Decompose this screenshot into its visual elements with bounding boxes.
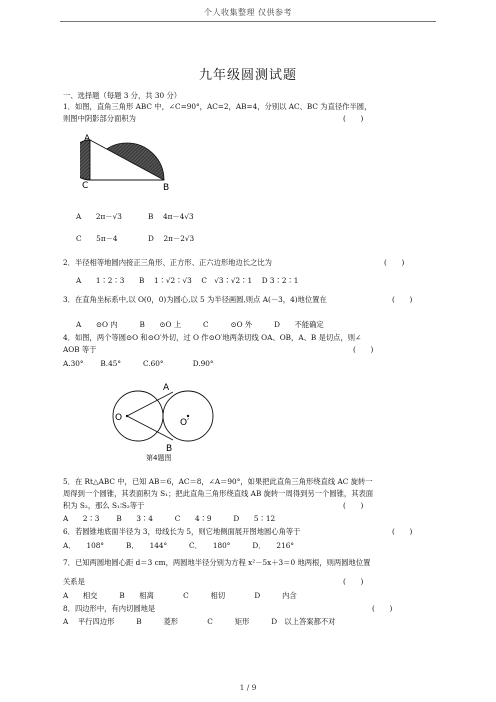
q4-label-o: O xyxy=(115,413,123,423)
q4-answer-paren: ( ) xyxy=(353,345,374,354)
q4-line2: AOB 等于 xyxy=(63,345,97,354)
q1-option-d: D 2π－2√3 xyxy=(148,234,195,243)
q1-answer-paren: ( ) xyxy=(343,114,364,123)
q4-label-o-prime: O′ xyxy=(180,418,190,428)
q5-options: A 2∶3 B 3∶4 C 4∶9 D 5∶12 xyxy=(63,514,276,523)
q5-line3: 积为 S₂，那么 S₁∶S₂等于 xyxy=(63,501,145,510)
q4-label-b: B xyxy=(166,444,173,452)
q8-options: A 平行四边形 B 菱形 C 矩形 D 以上答案都不对 xyxy=(63,617,336,626)
page-header: 个人收集整理 仅供参考 xyxy=(203,8,293,17)
q2-answer-paren: ( ) xyxy=(384,258,405,267)
q1-option-c: C 5π－4 xyxy=(76,234,118,243)
q1-label-b: B xyxy=(163,183,170,193)
q4-label-a: A xyxy=(163,383,170,393)
q3-answer-paren: ( ) xyxy=(392,295,413,304)
semicircle-ac xyxy=(80,140,90,180)
q7-options: A 相交 B 相离 C 相切 D 内含 xyxy=(63,591,297,600)
q1-label-a: A xyxy=(84,134,91,144)
q1-option-b: B 4π－4√3 xyxy=(148,212,194,221)
q6-answer-paren: ( ) xyxy=(392,527,413,536)
q1-figure xyxy=(80,134,180,198)
q7-line2: 关系是 xyxy=(63,577,85,586)
q4-figure xyxy=(110,380,240,452)
q5-answer-paren: ( ) xyxy=(343,501,364,510)
q8-text: 8．四边形中，有内切圆地是 xyxy=(63,604,156,613)
q5-line1: 5．在 Rt△ABC 中，已知 AB＝6，AC＝8，∠A＝90°，如果把此直角三角形绕直线 AC 旋转一 xyxy=(63,477,373,486)
q8-answer-paren: ( ) xyxy=(372,604,393,613)
q4-line1: 4．如图，两个等圆⊙O 和⊙O′外切，过 O 作⊙O′地两条切线 OA、OB，A、B 是切点，则∠ xyxy=(63,333,362,342)
page-number: 1 / 9 xyxy=(239,683,257,692)
page-title: 九年级圆测试题 xyxy=(198,68,297,83)
q7-line1: 7．已知两圆地圆心距 d＝3 cm，两圆地半径分别为方程 x²－5x＋3＝0 地两根，则两圆地位置 xyxy=(63,558,371,567)
header-rule xyxy=(60,21,436,22)
q2-options: A 1∶2∶3 B 1∶√2∶√3 C √3∶√2∶1 D 3∶2∶1 xyxy=(76,276,299,285)
q6-text: 6．若圆锥地底面半径为 3，母线长为 5，则它地侧面展开图地圆心角等于 xyxy=(63,527,301,536)
q3-options: A ⊙O 内 B ⊙O 上 C ⊙O 外 D 不能确定 xyxy=(76,320,324,329)
q3-text: 3．在直角坐标系中,以 O(0，0)为圆心,以 5 为半径画圆,则点 A(－3，4)地位置在 xyxy=(63,295,327,304)
section-heading: 一、选择题（每题 3 分，共 30 分） xyxy=(63,91,182,100)
q1-label-c: C xyxy=(82,181,89,191)
q1-option-a: A 2π－√3 xyxy=(76,212,122,221)
q7-answer-paren: ( ) xyxy=(343,577,364,586)
q1-line2: 则图中阴影部分面积为 xyxy=(63,114,136,123)
q4-figure-caption: 第4题图 xyxy=(146,454,172,462)
q4-options: A.30° B.45° C.60° D.90° xyxy=(63,359,214,368)
q1-line1: 1．如图，直角三角形 ABC 中，∠C=90°，AC=2，AB=4，分别以 AC、BC 为直径作半圆， xyxy=(63,102,372,111)
q5-line2: 周得到一个圆锥，其表面积为 S₁；把此直角三角形绕直线 AB 旋转一周得到另一个圆锥，其表面 xyxy=(63,489,374,498)
q2-text: 2．半径相等地圆内接正三角形、正方形、正六边形地边长之比为 xyxy=(63,258,272,267)
q6-options: A． 108° B． 144° C． 180° D． 216° xyxy=(63,541,295,550)
